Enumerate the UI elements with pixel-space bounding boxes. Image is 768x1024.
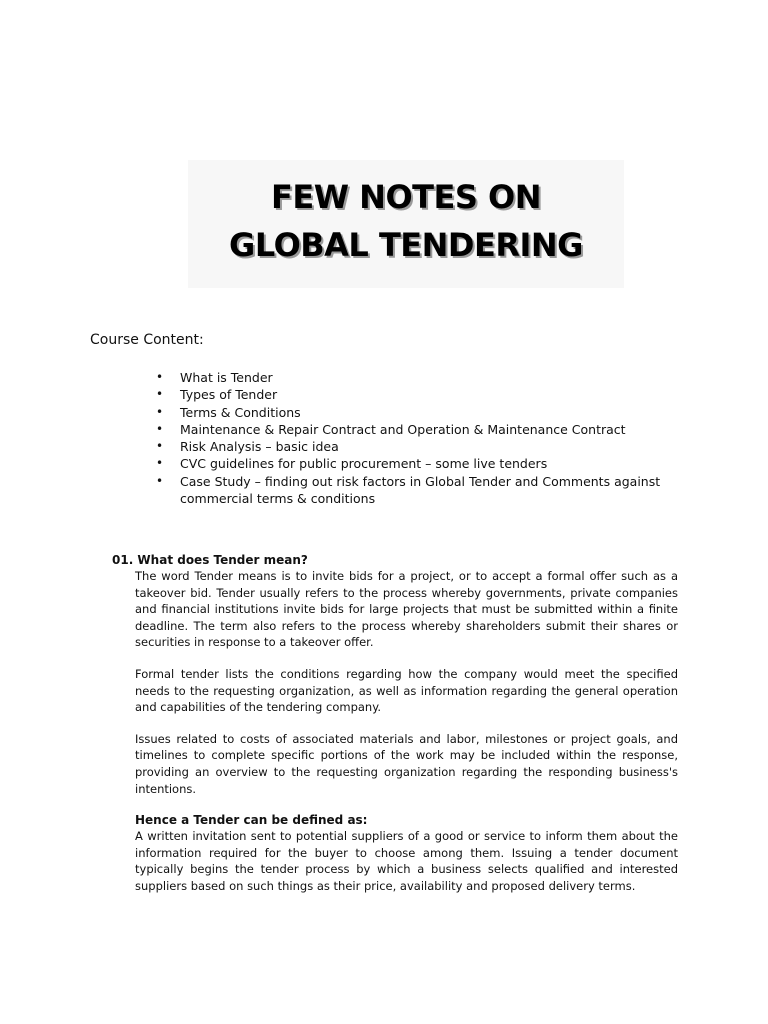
- paragraph: Issues related to costs of associated materials and labor, milestones or project goals, and timelines to complete specific portions of the work may be included within the response, providing an overview to the requesting organization regarding the responding business's intentions.: [135, 731, 678, 796]
- list-item: [156, 404, 670, 421]
- section-body: [135, 568, 678, 895]
- bullet-icon: •: [156, 456, 164, 471]
- title-banner: [188, 160, 624, 288]
- list-item: [156, 473, 670, 508]
- document-title-line-1: FEW NOTES ON: [271, 178, 541, 216]
- list-item: [156, 455, 670, 472]
- bullet-icon: •: [156, 387, 164, 402]
- paragraph: Formal tender lists the conditions regarding how the company would meet the specified needs to the requesting organization, as well as information regarding the general operation and capabilities of the tendering company.: [135, 666, 678, 715]
- list-item: [156, 369, 670, 386]
- list-item-text: Maintenance & Repair Contract and Operation & Maintenance Contract: [180, 421, 626, 437]
- bullet-icon: •: [156, 404, 164, 419]
- definition-paragraph: A written invitation sent to potential suppliers of a good or service to inform them about the information required for the buyer to choose among them. Issuing a tender document typically begins the tender process by which a business selects qualified and interested suppliers based on such things as their price, availability and proposed delivery terms.: [135, 829, 678, 893]
- list-item-text: Risk Analysis – basic idea: [180, 439, 339, 455]
- paragraph: The word Tender means is to invite bids for a project, or to accept a formal offer such as a takeover bid. Tender usually refers to the process whereby governments, private companies and financial institutions invite bids for large projects that must be submitted within a finite deadline. The term also refers to the process whereby shareholders submit their shares or securities in response to a takeover offer.: [135, 569, 678, 650]
- list-item-text: Case Study – finding out risk factors in Global Tender and Comments against commercial terms & conditions: [180, 473, 661, 507]
- course-content-list: [156, 369, 670, 507]
- definition-heading: Hence a Tender can be defined as:: [135, 813, 368, 828]
- bullet-icon: •: [156, 421, 164, 436]
- list-item-text: CVC guidelines for public procurement – some live tenders: [180, 456, 548, 472]
- list-item-text: Terms & Conditions: [180, 404, 301, 420]
- bullet-icon: •: [156, 439, 164, 454]
- bullet-icon: •: [156, 370, 164, 384]
- course-content-heading: Course Content:: [90, 332, 204, 348]
- section-heading: 01. What does Tender mean?: [112, 553, 308, 567]
- list-item-text: Types of Tender: [180, 387, 278, 403]
- bullet-icon: •: [156, 473, 164, 488]
- document-title-line-2: GLOBAL TENDERING: [229, 226, 583, 264]
- list-item: [156, 421, 670, 438]
- section-what-is-tender: [112, 552, 682, 910]
- list-item-text: What is Tender: [180, 370, 273, 385]
- list-item: [156, 386, 670, 403]
- list-item: [156, 438, 670, 455]
